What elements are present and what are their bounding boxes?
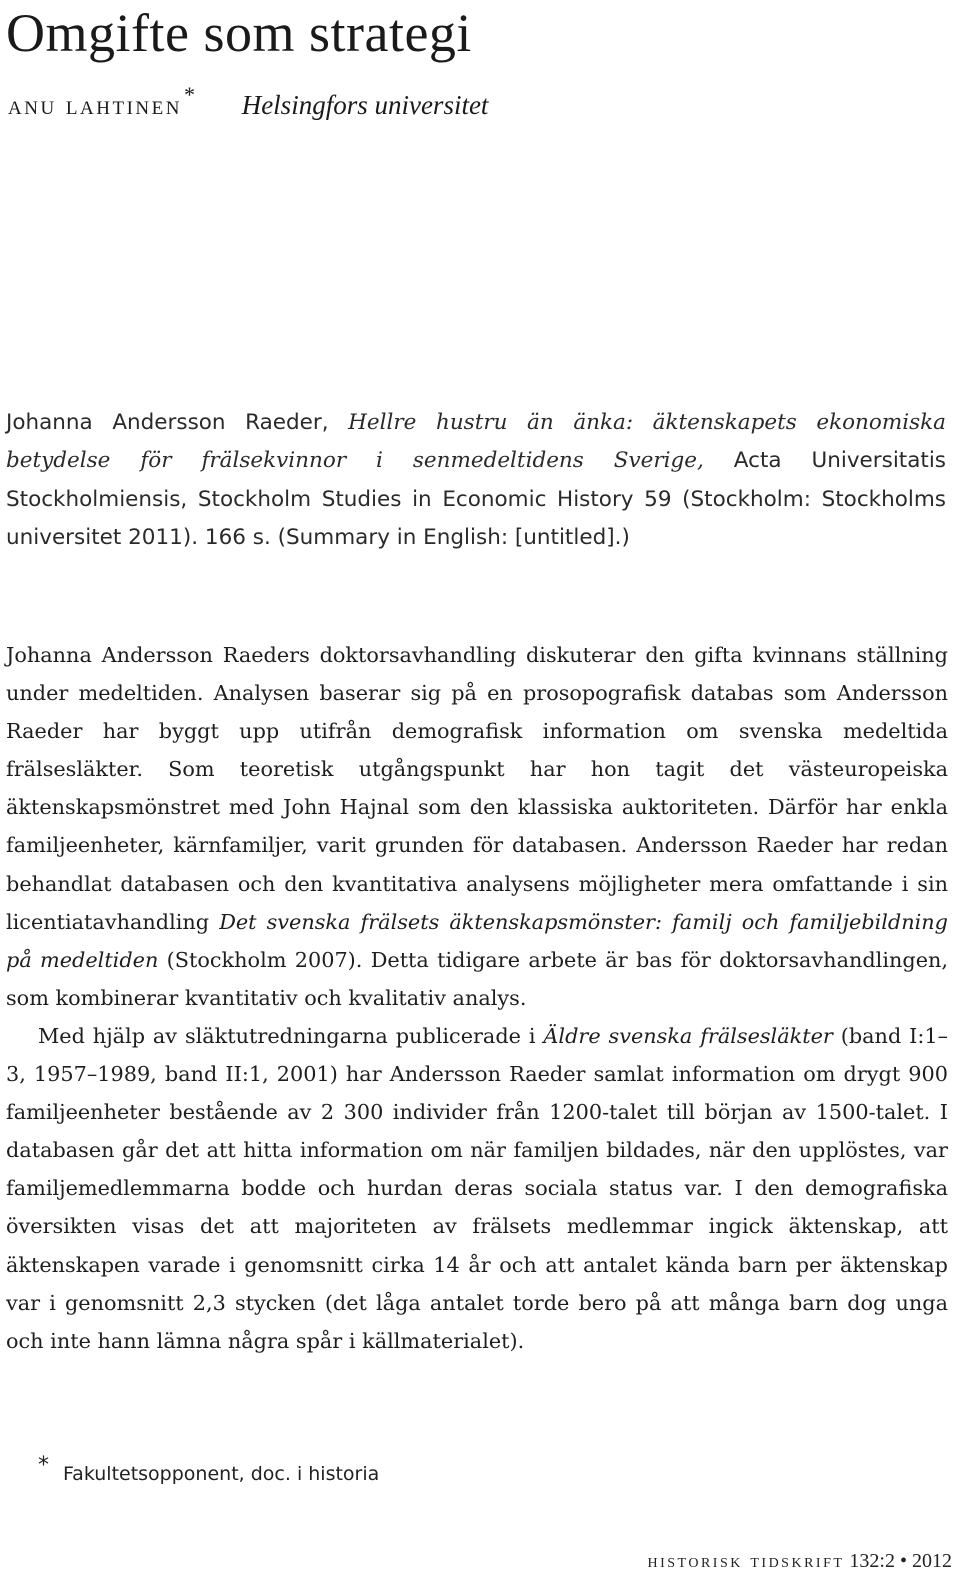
p1-cited-title: Det svenska frälsets äktenskapsmönster: familj och familjebildning på medeltiden [6,909,948,972]
p2-text-a: Med hjälp av släktutredningarna publicerade i [38,1023,544,1048]
body-paragraph-2 [6,1017,948,1360]
byline [8,82,488,121]
journal-year: 2012 [912,1550,952,1572]
reviewed-book-title: Hellre hustru än änka [348,410,626,435]
p2-text-b: (band I:1–3, 1957–1989, band II:1, 2001) har Andersson Raeder samlat information om drygt 900 familjeenheter bestående av 2 300 individer från 1200-talet till början av 1500-talet. I databasen går det att hitta information om när familjen bildades, när den upplöstes, var familjemedlemmarna bodde och hurdan deras sociala status var. I den demografiska översikten visas det att majoriteten av frälsets medlemmar ingick äktenskap, att äktenskapen varade i genomsnitt cirka 14 år och att antalet kända barn per äktenskap var i genomsnitt 2,3 stycken (det låga antalet torde bero på att många barn dog unga och inte hann lämna några spår i källmaterialet). [6,1023,948,1353]
footnote [38,1453,379,1485]
author-affiliation: Helsingfors universitet [241,90,489,120]
footnote-text: Fakultetsopponent, doc. i historia [63,1463,380,1485]
running-footer [647,1550,952,1573]
reviewed-book-author: Johanna Andersson Raeder, [6,410,329,435]
journal-name: historisk tidskrift [647,1550,845,1572]
reviewed-book-subtitle: : äktenskapets ekonomiska betydelse för frälsekvinnor i senmedeltidens Sverige, [6,410,946,474]
p1-text-a: Johanna Andersson Raeders doktorsavhandling diskuterar den gifta kvinnans ställning under medeltiden. Analysen baserar sig på en prosopografisk databas som Andersson Raeder har byggt upp utifrån demografisk information om svenska medeltida frälsesläkter. Som teoretisk utgångspunkt har hon tagit det västeuropeiska äktenskapsmönstret med John Hajnal som den klassiska auktoriteten. Därför har enkla familjeenheter, kärnfamiljer, varit grunden för databasen. Andersson Raeder har redan behandlat databasen och den kvantitativa analysens möjligheter mera omfattande i sin licentiatavhandling [6,643,948,934]
body-paragraph-1 [6,636,948,1017]
reviewed-book-citation [6,404,946,557]
reviewed-book-series: Acta Universitatis Stockholmiensis, Stockholm Studies in Economic History 59 (Stockholm: Stockholms universitet 2011). 166 s. (Summary in English: [untitled].) [6,448,947,550]
journal-volume: 132:2 [849,1550,895,1572]
review-body [6,636,948,1360]
p2-cited-title: Äldre svenska frälsesläkter [543,1023,833,1048]
article-title: Omgifte som strategi [6,3,472,63]
author-footnote-mark: * [183,82,195,107]
p1-text-b: (Stockholm 2007). Detta tidigare arbete är bas för doktorsavhandlingen, som kombinerar kvantitativ och kvalitativ analys. [6,947,949,1010]
footer-bullet: • [899,1550,907,1572]
footnote-mark: * [38,1453,49,1478]
author-name: anu lahtinen [8,90,182,120]
